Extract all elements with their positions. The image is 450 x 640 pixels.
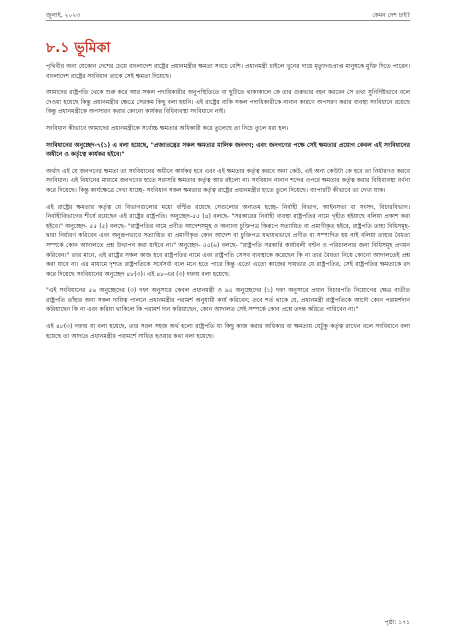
header-book-title: কেমন দেশ চাই?: [372, 12, 410, 19]
paragraph-5: অর্থাৎ এই যে জনগণের ক্ষমতা তা সংবিধানের অধীনে কার্যকর হবে এবং এই ক্ষমতার কর্তৃত্ব করবে অন্য কেউ, এই অন্য কেউটা কে হবে তা নির্ধারণও করবে সংবিধান। এই বিধানের মাধ্যমে জনগণের হাতে সরাসরি ক্ষমতার কর্তৃত্ব আর রইলো না। সংবিধান নানান শব্দের ওপরে ক্ষমতার কর্তৃত্ব করার বিধিব্যবস্থা বর্ণনা করে দিয়েছে। কিন্তু কার্যক্ষেত্রে দেখা যাচ্ছে- সংবিধান সকল ক্ষমতার কর্তৃত্ব রাষ্ট্রের প্রধানমন্ত্রীর হাতে তুলে দিয়েছে। ব্যাপারটি কীভাবে তা দেখা যাক।: [46, 167, 410, 194]
page-number: পৃষ্ঠা: ১৭১: [384, 619, 410, 626]
quote-article-7: সংবিধানের অনুচ্ছেদ-৭(১) এ বলা হয়েছে, "প্রজাতন্ত্রের সকল ক্ষমতার মালিক জনগণ; এবং জনগণের পক্ষে সেই ক্ষমতার প্রয়োগ কেবল এই সংবিধানের অধীনে ও কর্তৃত্বে কার্যকর হইবে।": [46, 141, 410, 159]
paragraph-2: আমাদের রাষ্ট্রপতি থেকে শুরু করে আর সকল পদাধিকারীর অনুপস্থিতিতে বা ছুটিতে থাকাকালে কে তার গুরুভার বহন করবেন সে তথ্য সুনির্দিষ্টভাবে বলে দেওয়া হয়েছে কিন্তু প্রধানমন্ত্রীর ক্ষেত্রে সেরকম কিছু বলা হয়নি। এই রাষ্ট্রের বাকি সকল পদাধিকারীকে নানান কারণে অপসরণ করার ব্যবস্থা সংবিধানে রয়েছে কিন্তু প্রধানমন্ত্রীকে অপসারণ করার কোনো কার্যকর বিধিব্যবস্থা সংবিধানে নাই।: [46, 89, 410, 116]
paragraph-6: এই রাষ্ট্রের ক্ষমতার কর্তৃত্ব যে বিভাগগুলোর মধ্যে বণ্টিত রয়েছে সেগুলোর অন্যতম হচ্ছে- নির্বাহী বিভাগ, আইনসভা বা সংসদ, বিচারবিভাগ। নির্বাহীবিভাগের শীর্ষে রয়েছেন এই রাষ্ট্রের রাষ্ট্রপতি। অনুচ্ছেদ-৫৫ (৪) বলছে- "সরকারের নির্বাহী ব্যবস্থা রাষ্ট্রপতির নামে গৃহীত হইয়াছে বলিয়া প্রকাশ করা হইবে।" অনুচ্ছেদ- ৫৫ (৫) বলছে- "রাষ্ট্রপতির নামে প্রণীত আদেশসমূহ ও অন্যান্য চুক্তিপত্র কিরূপে সত্যায়িত বা প্রমাণীকৃত হইবে, রাষ্ট্রপতি তাহা বিধিসমূহ-দ্বারা নির্ধারণ করিবেন এবং অনুরূপভাবে সত্যায়িত বা প্রমাণীকৃত কোন আদেশ বা চুক্তিপত্র যথাযথভাবে প্রণীত বা সম্পাদিত হয় নাই বলিয়া তাহার বৈধতা সম্পর্কে কোন আদালতে প্রশ্ন উত্থাপন করা যাইবে না।" অনুচ্ছেদ- ৫৫(৬) বলছে- "রাষ্ট্রপতি সরকারি কার্যাবলী বণ্টন ও পরিচালনার জন্য বিধিসমূহ প্রণয়ন করিবেন।" তার মানে, এই রাষ্ট্রের সকল কাজ হবে রাষ্ট্রপতির নামে এবং রাষ্ট্রপতি সেসব ব্যবস্থাকে করেছেন কি না তার বৈধতা নিয়ে কোনো আদালতেই প্রশ্ন করা যাবে না। এর মাধ্যমে দৃশ্যত রাষ্ট্রপতিকে সর্বেসর্বা বলে মনে হতে পারে কিন্তু এতো এতো কাজের দায়ভার যে রাষ্ট্রপতির, সেই রাষ্ট্রপতির ক্ষমতাকে রদ করে দিয়েছে সংবিধানের অনুচ্ছেদ ৪৮(৩)। এই ৪৮-এর (৩) দফায় বলা হয়েছে:: [46, 203, 410, 278]
paragraph-8: এই ৪৮(৩) দফায় যা বলা হয়েছে, তার সরল সহজ অর্থ হলো রাষ্ট্রপতি যা কিছু কাজ করার অধিকার বা ক্ষমতায় যেটুকু কর্তৃত্ব রাখেন বলে সংবিধানে বলা হয়েছে তা আদতে প্রধানমন্ত্রীর পরামর্শে সাধিত হওয়ার কথা বলা হয়েছে।: [46, 323, 410, 340]
paragraph-3: সংবিধান কীভাবে আমাদের প্রধানমন্ত্রীকে সর্বোচ্চ ক্ষমতার অধিকারী করে তুলেছে তা নিচে তুলে ধরা হল।: [46, 124, 289, 132]
section-title: ৮.১ ভূমিকা: [46, 40, 111, 56]
header-date: জুলাই, ২০২৩: [46, 12, 81, 19]
header-rule: [46, 20, 410, 21]
paragraph-1: পৃথিবীর অন্য যেকোন দেশের চেয়ে বাংলাদেশ রাষ্ট্রের প্রধানমন্ত্রীর ক্ষমতা সবচে বেশি। প্রধানমন্ত্রী চাইলে খুনের দায়ে মৃত্যুদণ্ডপ্রাপ্ত মানুষকে মুক্তি দিতে পারেন। বাংলাদেশ রাষ্ট্রের সংবিধান তাকে সেই ক্ষমতা দিয়েছে।: [46, 63, 410, 80]
body-text: [46, 62, 410, 348]
quote-article-48: "এই সংবিধানের ৫৬ অনুচ্ছেদের (৩) দফা অনুসারে কেবল প্রধানমন্ত্রী ও ৯৫ অনুচ্ছেদের (১) দফা অনুসারে প্রধান বিচারপতি নিয়োগের ক্ষেত্র ব্যতীত রাষ্ট্রপতি তাঁহার অন্য সকল দায়িত্ব পালনে প্রধানমন্ত্রীর পরামর্শ অনুযায়ী কার্য করিবেন; তবে শর্ত থাকে যে, প্রধানমন্ত্রী রাষ্ট্রপতিকে আদৌ কোন পরামর্শদান করিয়াছেন কি না এবং করিয়া থাকিলে কি পরামর্শ দান করিয়াছেন, কোন আদালত সেই সম্পর্কে কোন প্রশ্নে তদন্ত করিতে পারিবেন না।": [46, 287, 410, 314]
